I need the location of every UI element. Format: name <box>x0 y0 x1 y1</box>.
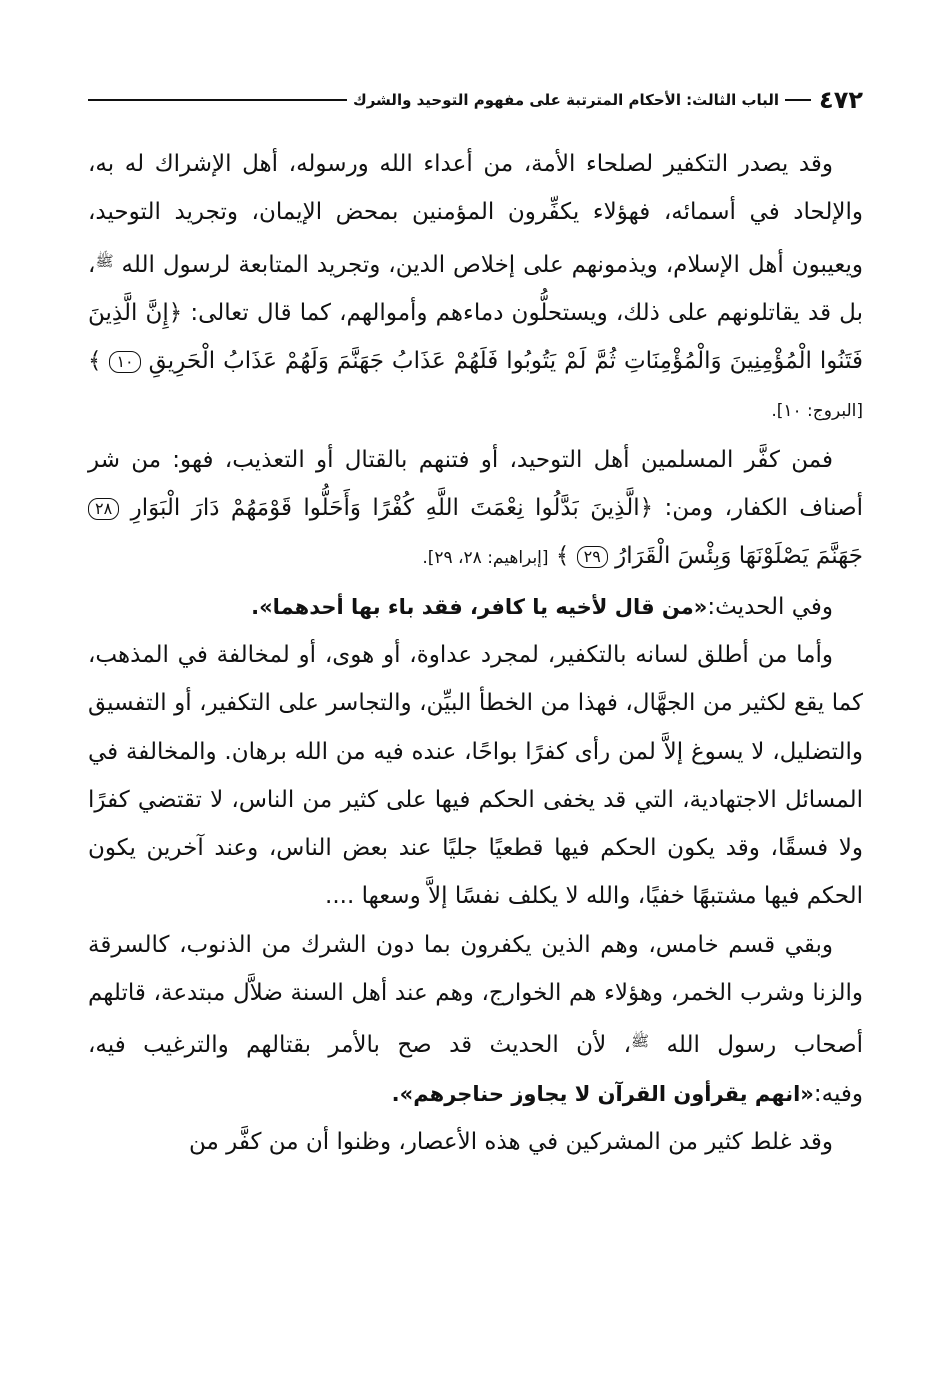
ayah-number: ٢٨ <box>88 498 119 520</box>
paragraph-text: وبقي قسم خامس، وهم الذين يكفرون بما دون الشرك من الذنوب، كالسرقة والزنا وشرب الخمر، وهؤلاء هم الخوارج، وهم عند أهل السنة ضلاَّل مبتدعة، قاتلهم أصحاب رسول الله <box>88 931 863 1059</box>
header-rule <box>785 99 811 101</box>
main-text <box>88 140 863 1166</box>
header-rule <box>88 99 347 101</box>
running-header <box>88 80 863 120</box>
salutation-glyph: ﷺ <box>95 251 114 270</box>
page-number: ٤٧٢ <box>819 86 863 114</box>
chapter-title: الباب الثالث: الأحكام المترتبة على مفهوم التوحيد والشرك <box>352 91 780 109</box>
paragraph-text: وفي الحديث: <box>707 593 833 620</box>
paragraph-text: وقد يصدر التكفير لصلحاء الأمة، من أعداء الله ورسوله، أهل الإشراك له به، والإلحاد في أسمائه، فهؤلاء يكفِّرون المؤمنين بمحض الإيمان، وتجريد التوحيد، ويعيبون أهل الإسلام، ويذمونهم على إخلاص الدين، وتجريد المتابعة لرسول الله <box>88 151 863 278</box>
verse-reference: [إبراهيم: ٢٨، ٢٩]. <box>422 548 549 569</box>
verse-close-bracket: ﴾ <box>88 348 102 375</box>
verse-reference: [البروج: ١٠]. <box>771 401 863 422</box>
paragraph-text: وأما من أطلق لسانه بالتكفير، لمجرد عداوة، أو هوى، أو لمخالفة في المذهب، كما يقع لكثير من الجهَّال، فهذا من الخطأ البيِّن، والتجاسر على التكفير، أو التفسيق والتضليل، لا يسوغ إلاَّ لمن رأى كفرًا بواحًا، عنده فيه من الله برهان. والمخالفة في المسائل الاجتهادية، التي قد يخفى الحكم فيها على كثير من الناس، لا تقتضي كفرًا ولا فسقًا، وقد يكون الحكم فيها قطعيًا جليًا عند بعض الناس، وعند آخرين يكون الحكم فيها مشتبهًا خفيًا، والله لا يكلف نفسًا إلاَّ وسعها .... <box>88 641 863 910</box>
paragraph <box>88 583 863 631</box>
ayah-number: ١٠ <box>109 351 140 373</box>
paragraph-text: وقد غلط كثير من المشركين في هذه الأعصار، وظنوا أن من كفَّر من <box>189 1128 833 1155</box>
paragraph-text: فمن كفَّر المسلمين أهل التوحيد، أو فتنهم بالقتال أو التعذيب، فهو: من شر أصناف الكفار، ومن: <box>88 446 864 522</box>
verse-close-bracket: ﴾ <box>555 543 570 570</box>
quran-verse: ﴿إِنَّ الَّذِينَ فَتَنُوا الْمُؤْمِنِينَ وَالْمُؤْمِنَاتِ ثُمَّ لَمْ يَتُوبُوا فَلَهُمْ عَذَابُ جَهَنَّمَ وَلَهُمْ عَذَابُ الْحَرِيقِ <box>88 299 863 375</box>
paragraph <box>88 921 863 1118</box>
paragraph-text: ، بل قد يقاتلونهم على ذلك، ويستحلُّون دماءهم وأموالهم، كما قال تعالى: <box>88 251 863 326</box>
paragraph <box>88 631 863 921</box>
hadith-quote: «من قال لأخيه يا كافر، فقد باء بها أحدهما». <box>251 594 708 619</box>
ayah-number: ٢٩ <box>577 546 608 568</box>
paragraph <box>88 436 863 583</box>
paragraph <box>88 1118 863 1166</box>
quran-verse: جَهَنَّمَ يَصْلَوْنَهَا وَبِئْسَ الْقَرَارُ <box>615 543 863 570</box>
paragraph <box>88 140 863 436</box>
hadith-quote: «انهم يقرأون القرآن لا يجاوز حناجرهم». <box>391 1081 814 1106</box>
salutation-glyph: ﷺ <box>631 1032 650 1051</box>
quran-verse: ﴿الَّذِينَ بَدَّلُوا نِعْمَتَ اللَّهِ كُفْرًا وَأَحَلُّوا قَوْمَهُمْ دَارَ الْبَوَارِ <box>130 495 654 522</box>
paragraph-text: ، لأن الحديث قد صح بالأمر بقتالهم والترغيب فيه، وفيه: <box>88 1032 863 1107</box>
